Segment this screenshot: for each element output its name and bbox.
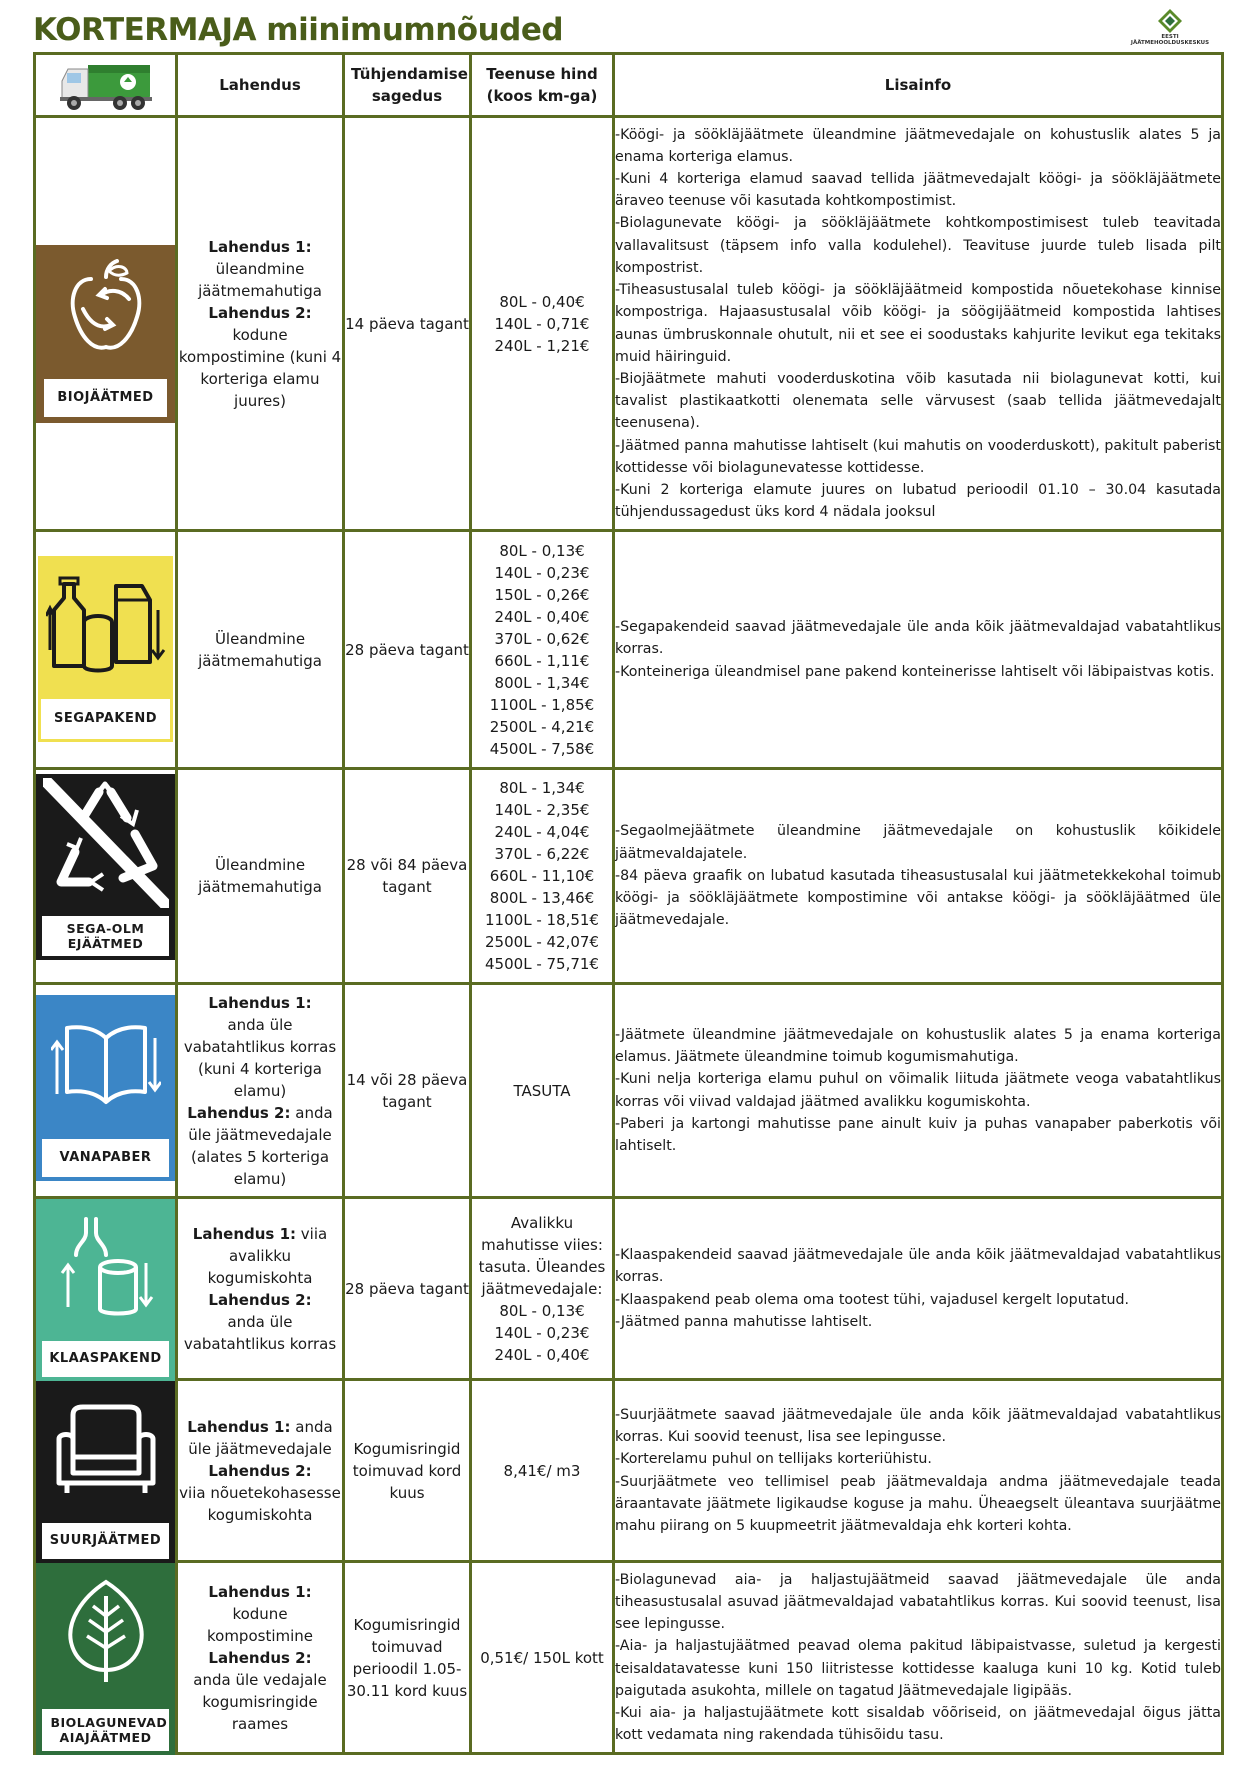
- solution-2-title: Lahendus 2:: [208, 1461, 312, 1480]
- mixed-packaging-icon: [46, 570, 166, 680]
- price-line: 370L - 6,22€: [494, 845, 590, 863]
- biowaste-label: BIOJÄÄTMED: [42, 377, 169, 419]
- info-line: -Segapakendeid saavad jäätmevedajale üle anda kõik jäätmevaldajad vabatahtlikus korras.: [615, 619, 1221, 658]
- price-cell: TASUTA: [471, 984, 614, 1198]
- info-line: -Paberi ja kartongi mahutisse pane ainult kuiv ja puhas vanapaber paberkotis või lahtiselt.: [615, 1115, 1221, 1154]
- solution-2-title: Lahendus 2:: [208, 1648, 312, 1667]
- table-row: [35, 984, 1223, 1198]
- packaging-tile: [38, 556, 173, 742]
- frequency-cell: 28 päeva tagant: [344, 531, 471, 769]
- info-line: -Konteineriga üleandmisel pane pakend konteinerisse lahtiselt või läbipaistvas kotis.: [615, 663, 1215, 680]
- info-line: -Tiheasustusalal tuleb köögi- ja söökläjäätmeid kompostida nõuetekohase kinnise kompostriga. Hajaasustusalal võib köögi- ja söögijäätmeid kompostida lahtises aunas ümbruskonnale ohutult, nii et see ei soodustaks kahjurite levikut ega tekitaks muid häiringuid.: [615, 282, 1221, 365]
- solution-cell: [177, 1198, 344, 1380]
- info-cell: [614, 531, 1223, 769]
- solution-2-text: anda üle vedajale kogumisringide raames: [193, 1670, 327, 1733]
- garbage-truck-icon: [58, 59, 154, 113]
- info-line: -84 päeva graafik on lubatud kasutada tiheasustusalal kui jäätmetekkekohal toimub köögi- ja söökläjäätmete kompostimine või antakse köögi- ja söökläjäätmed üle jäätmevedajale.: [615, 867, 1221, 929]
- info-line: -Kuni nelja korteriga elamu puhul on võimalik liituda jäätmete veoga vabatahtlikus korras või viivad valdajad jäätmed avalikku kogumiskohta.: [615, 1071, 1221, 1110]
- price-line: 4500L - 7,58€: [489, 739, 595, 758]
- price-line: 80L - 1,34€: [499, 779, 585, 797]
- leaf-icon: [61, 1576, 151, 1686]
- price-line: 2500L - 42,07€: [485, 933, 599, 951]
- info-line: -Suurjäätmete veo tellimisel peab jäätmevaldaja andma jäätmevedajale teada äraantavate jäätmete ligikaudse koguse ja mahu. Üheaegselt üleantava suurjäätme mahu piirang on 5 kuupmeetrit jäätmevaldaja ehk korteri kohta.: [615, 1473, 1221, 1534]
- biowaste-icon-cell: [35, 117, 177, 531]
- info-line: -Köögi- ja söökläjäätmete üleandmine jäätmevedajale on kohustuslik alates 5 ja enama korteriga elamus.: [615, 126, 1221, 165]
- table-row: [35, 1562, 1223, 1754]
- crossed-recycle-icon: [43, 778, 169, 908]
- price-line: 240L - 0,40€: [494, 1345, 590, 1364]
- garden-label: [42, 1709, 169, 1751]
- price-line: 240L - 1,21€: [494, 336, 590, 355]
- solution-1-title: Lahendus 1:: [187, 1417, 291, 1436]
- price-line: 660L - 1,11€: [494, 651, 590, 670]
- price-line: 80L - 0,40€: [499, 292, 585, 311]
- table-row: [35, 117, 1223, 531]
- solution-1-text: anda üle jäätmevedajale: [188, 1417, 333, 1458]
- price-cell: [471, 117, 614, 531]
- paper-icon-cell: [35, 984, 177, 1198]
- solution-1-text: üleandmine jäätmemahutiga: [198, 259, 322, 300]
- solution-cell: Üleandmine jäätmemahutiga: [177, 769, 344, 984]
- table-row: [35, 531, 1223, 769]
- solution-cell: [177, 1380, 344, 1562]
- price-line: 800L - 1,34€: [494, 673, 590, 692]
- mixed-waste-tile: [36, 774, 175, 960]
- price-cell: [471, 769, 614, 984]
- mixed-waste-icon-cell: [35, 769, 177, 984]
- solution-1-title: Lahendus 1:: [208, 237, 312, 256]
- frequency-cell: 28 või 84 päeva tagant: [344, 769, 471, 984]
- header-truck-cell: [35, 54, 177, 117]
- price-line: 2500L - 4,21€: [489, 717, 595, 736]
- biowaste-tile: [36, 245, 175, 423]
- solution-1-title: Lahendus 1:: [192, 1224, 297, 1243]
- solution-2-title: Lahendus 2:: [187, 1103, 291, 1122]
- logo-emblem-icon: [1157, 8, 1183, 34]
- info-line: -Biolagunevad aia- ja haljastujäätmeid saavad jäätmevedajale üle anda tiheasustusalal asuvad jäätmevaldajad vabatahtlikus korras. Kui soovid teenust, lisa see lepingusse.: [615, 1571, 1221, 1633]
- info-line: -Korterelamu puhul on tellijaks korteriühistu.: [615, 1451, 932, 1468]
- frequency-cell: 28 päeva tagant: [344, 1198, 471, 1380]
- info-cell: [614, 1198, 1223, 1380]
- price-line: 370L - 0,62€: [494, 629, 590, 648]
- solution-1-title: Lahendus 1:: [208, 1582, 312, 1601]
- price-cell: 0,51€/ 150L kott: [471, 1562, 614, 1754]
- price-line: 150L - 0,26€: [494, 585, 590, 604]
- info-cell: [614, 1380, 1223, 1562]
- info-line: -Kui aia- ja haljastujäätmete kott sisaldab võõriseid, on jäätmevedajal õigus jätta kott vedamata ning rakendada tühisõidu tasu.: [615, 1704, 1221, 1744]
- header-frequency: Tühjendamise sagedus: [344, 54, 471, 117]
- info-line: -Segaolmejäätmete üleandmine jäätmevedajale on kohustuslik kõikidele jäätmevaldajatele.: [615, 823, 1221, 862]
- bulky-tile: [36, 1381, 175, 1563]
- price-line: 140L - 0,23€: [494, 563, 590, 582]
- info-line: -Jäätmete üleandmine jäätmevedajale on kohustuslik alates 5 ja enama korteriga elamus. Jäätmete üleandmine toimub kogumismahutiga.: [615, 1026, 1221, 1066]
- info-line: -Kuni 2 korteriga elamute juures on lubatud perioodil 01.10 – 30.04 kasutada tühjendussagedust üks kord 4 nädala jooksul: [615, 481, 1221, 521]
- glass-bottle-jar-icon: [56, 1211, 156, 1323]
- solution-1-text: kodune kompostimine: [206, 1604, 314, 1645]
- info-line: -Jäätmed panna mahutisse lahtiselt.: [615, 1313, 873, 1330]
- solution-1-text: anda üle vabatahtlikus korras (kuni 4 korteriga elamu): [183, 1015, 337, 1100]
- price-line: 1100L - 18,51€: [485, 911, 599, 929]
- frequency-cell: Kogumisringid toimuvad kord kuus: [344, 1380, 471, 1562]
- packaging-label: SEGAPAKEND: [41, 699, 170, 739]
- info-line: -Suurjäätmete saavad jäätmevedajale üle anda kõik jäätmevaldajad vabatahtlikus korras. Kui soovid teenust, lisa see lepingusse.: [615, 1406, 1221, 1446]
- frequency-cell: Kogumisringid toimuvad perioodil 1.05-30.11 kord kuus: [344, 1562, 471, 1754]
- packaging-icon-cell: [35, 531, 177, 769]
- solution-1-title: Lahendus 1:: [208, 993, 312, 1012]
- price-line: 1100L - 1,85€: [489, 695, 595, 714]
- table-row: [35, 1198, 1223, 1380]
- requirements-table: [33, 52, 1224, 1755]
- solution-2-text: anda üle vabatahtlikus korras: [183, 1312, 337, 1353]
- price-cell: [471, 1198, 614, 1380]
- bulky-icon-cell: [35, 1380, 177, 1562]
- solution-cell: [177, 984, 344, 1198]
- bulky-label: SUURJÄÄTMED: [42, 1523, 169, 1559]
- table-row: [35, 769, 1223, 984]
- logo: [1128, 8, 1212, 46]
- price-line: 240L - 0,40€: [494, 607, 590, 626]
- apple-core-icon: [61, 259, 151, 359]
- frequency-cell: 14 päeva tagant: [344, 117, 471, 531]
- page-title: KORTERMAJA miinimumnõuded: [33, 12, 564, 48]
- mixed-waste-label-text: SEGA-OLMEJÄÄTMED: [66, 921, 145, 951]
- info-line: -Jäätmed panna mahutisse lahtiselt (kui mahutis on vooderduskott), pakitult paberist kottidesse või biolagunevatesse kottidesse.: [615, 437, 1221, 476]
- armchair-icon: [51, 1399, 161, 1499]
- header-solution: Lahendus: [177, 54, 344, 117]
- info-line: -Kuni 4 korteriga elamud saavad tellida jäätmevedajalt köögi- ja söökläjäätmete äraveo teenuse või kasutada kohtkompostimist.: [615, 171, 1221, 210]
- price-cell: [471, 531, 614, 769]
- solution-2-text: kodune kompostimine (kuni 4 korteriga elamu juures): [178, 325, 342, 410]
- solution-cell: Üleandmine jäätmemahutiga: [177, 531, 344, 769]
- price-line: 140L - 0,23€: [494, 1323, 590, 1342]
- solution-cell: [177, 117, 344, 531]
- solution-cell: [177, 1562, 344, 1754]
- price-line: 660L - 11,10€: [489, 867, 595, 885]
- info-line: -Klaaspakendeid saavad jäätmevedajale üle anda kõik jäätmevaldajad vabatahtlikus korras.: [615, 1247, 1221, 1286]
- garden-tile: [36, 1563, 175, 1755]
- solution-2-text: anda üle jäätmevedajale (alates 5 korteriga elamu): [188, 1103, 333, 1188]
- garden-icon-cell: [35, 1562, 177, 1754]
- price-line: 800L - 13,46€: [489, 889, 595, 907]
- info-line: -Biojäätmete mahuti vooderduskotina võib kasutada nii biolagunevat kotti, kui tavalist plastikaatkotti olenemata selle värvusest (saab tellida jäätmevedajalt teenusena).: [615, 370, 1221, 432]
- info-cell: [614, 117, 1223, 531]
- solution-1-text: viia avalikku kogumiskohta: [207, 1224, 328, 1287]
- price-line: 4500L - 75,71€: [485, 955, 599, 973]
- info-cell: [614, 769, 1223, 984]
- solution-2-title: Lahendus 2:: [208, 303, 312, 322]
- header-info: Lisainfo: [614, 54, 1223, 117]
- price-line: 140L - 0,71€: [494, 314, 590, 333]
- price-line: 80L - 0,13€: [499, 1301, 585, 1320]
- paper-tile: [36, 995, 175, 1181]
- paper-label: VANAPABER: [42, 1139, 169, 1177]
- glass-tile: [36, 1199, 175, 1381]
- info-line: -Biolagunevate köögi- ja söökläjäätmete kohtkompostimisest tuleb teavitada vallavalitsust (täpsem info valla kodulehel). Teavituse juurde tuleb lisada pilt kompostrist.: [615, 215, 1221, 276]
- open-book-icon: [51, 1014, 161, 1114]
- price-line: 240L - 4,04€: [494, 823, 590, 841]
- mixed-waste-label: [42, 916, 169, 956]
- solution-2-text: viia nõuetekohasesse kogumiskohta: [179, 1483, 341, 1524]
- table-row: [35, 1380, 1223, 1562]
- info-line: -Aia- ja haljastujäätmed peavad olema pakitud läbipaistvasse, suletud ja kergesti teisaldatavatesse kuni 150 liitristesse kottidesse kaaluga kuni 10 kg. Kotid tuleb paigutada asukohta, millele on tagatud Jäätmevedajale ligipääs.: [615, 1638, 1221, 1699]
- logo-text: EESTI JÄÄTMEHOOLDUSKESKUS: [1130, 34, 1210, 46]
- glass-label: KLAASPAKEND: [42, 1341, 169, 1377]
- price-cell: 8,41€/ m3: [471, 1380, 614, 1562]
- price-line: 140L - 2,35€: [494, 801, 590, 819]
- glass-icon-cell: [35, 1198, 177, 1380]
- frequency-cell: 14 või 28 päeva tagant: [344, 984, 471, 1198]
- garden-label-text: BIOLAGUNEVAD AIAJÄÄTMED: [50, 1715, 168, 1745]
- solution-2-title: Lahendus 2:: [208, 1290, 312, 1309]
- table-header-row: [35, 54, 1223, 117]
- price-line: 80L - 0,13€: [499, 541, 585, 560]
- header-price: Teenuse hind (koos km-ga): [471, 54, 614, 117]
- info-line: -Klaaspakend peab olema oma tootest tühi, vajadusel kergelt loputatud.: [615, 1291, 1130, 1308]
- info-cell: [614, 984, 1223, 1198]
- price-line: Avalikku mahutisse viies: tasuta. Üleandes jäätmevedajale:: [478, 1213, 606, 1298]
- info-cell: [614, 1562, 1223, 1754]
